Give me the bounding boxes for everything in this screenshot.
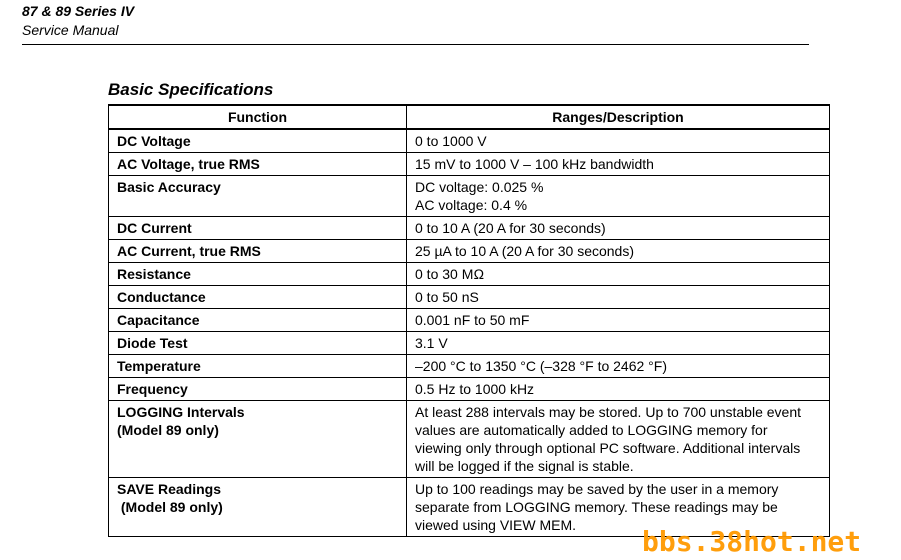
description-text: viewing only through optional PC software. Additional intervals <box>415 440 801 456</box>
description-cell <box>407 309 830 332</box>
function-text: Basic Accuracy <box>117 179 221 195</box>
function-text: DC Voltage <box>117 133 191 149</box>
description-text: separate from LOGGING memory. These readings may be <box>415 499 778 515</box>
description-text: 0.001 nF to 50 mF <box>415 312 530 328</box>
table-row <box>109 153 830 176</box>
table-row <box>109 217 830 240</box>
description-text: 0 to 1000 V <box>415 133 487 149</box>
function-cell <box>109 240 407 263</box>
description-text: 0 to 30 MΩ <box>415 266 485 282</box>
table-row <box>109 286 830 309</box>
header-divider <box>22 44 809 45</box>
description-text: will be logged if the signal is stable. <box>415 458 634 474</box>
function-text: Diode Test <box>117 335 188 351</box>
description-text: Up to 100 readings may be saved by the user in a memory <box>415 481 779 497</box>
column-header-function: Function <box>109 105 407 129</box>
description-text: At least 288 intervals may be stored. Up to 700 unstable event <box>415 404 802 420</box>
function-cell <box>109 378 407 401</box>
description-text: 0 to 50 nS <box>415 289 479 305</box>
function-text: Resistance <box>117 266 191 282</box>
function-cell <box>109 129 407 153</box>
description-text: –200 °C to 1350 °C (–328 °F to 2462 °F) <box>415 358 667 374</box>
table-body <box>109 129 830 537</box>
description-text: values are automatically added to LOGGING memory for <box>415 422 768 438</box>
function-text: AC Current, true RMS <box>117 243 261 259</box>
description-text: 0.5 Hz to 1000 kHz <box>415 381 535 397</box>
description-cell <box>407 263 830 286</box>
table-row <box>109 355 830 378</box>
table-row <box>109 309 830 332</box>
description-text: 3.1 V <box>415 335 448 351</box>
manual-title: 87 & 89 Series IV <box>22 3 135 19</box>
specifications-table <box>108 104 830 537</box>
function-text: Capacitance <box>117 312 200 328</box>
function-text: LOGGING Intervals <box>117 404 245 420</box>
watermark-text: bbs.38hot.net <box>642 525 862 558</box>
function-cell <box>109 332 407 355</box>
function-cell <box>109 263 407 286</box>
description-cell <box>407 129 830 153</box>
function-text: Frequency <box>117 381 188 397</box>
description-cell <box>407 332 830 355</box>
description-text: DC voltage: 0.025 % <box>415 179 544 195</box>
description-text: 15 mV to 1000 V – 100 kHz bandwidth <box>415 156 654 172</box>
table-row <box>109 378 830 401</box>
table-row <box>109 176 830 217</box>
description-text: viewed using VIEW MEM. <box>415 517 577 533</box>
function-cell <box>109 153 407 176</box>
table-row <box>109 129 830 153</box>
function-cell <box>109 478 407 537</box>
function-text: SAVE Readings <box>117 481 221 497</box>
description-cell <box>407 240 830 263</box>
section-title: Basic Specifications <box>108 80 274 99</box>
function-cell <box>109 176 407 217</box>
table-header-row <box>109 105 830 129</box>
function-cell <box>109 355 407 378</box>
function-text: AC Voltage, true RMS <box>117 156 260 172</box>
function-text: DC Current <box>117 220 192 236</box>
description-text: 0 to 10 A (20 A for 30 seconds) <box>415 220 606 236</box>
table-row <box>109 332 830 355</box>
description-text: AC voltage: 0.4 % <box>415 197 528 213</box>
function-cell <box>109 217 407 240</box>
function-cell <box>109 309 407 332</box>
description-cell <box>407 217 830 240</box>
table-row <box>109 263 830 286</box>
column-header-ranges: Ranges/Description <box>407 105 830 129</box>
description-cell <box>407 153 830 176</box>
table-row <box>109 401 830 478</box>
description-cell <box>407 286 830 309</box>
function-text: Temperature <box>117 358 201 374</box>
description-text: 25 µA to 10 A (20 A for 30 seconds) <box>415 243 634 259</box>
description-cell <box>407 355 830 378</box>
function-cell <box>109 401 407 478</box>
function-cell <box>109 286 407 309</box>
table-row <box>109 240 830 263</box>
function-text: (Model 89 only) <box>117 422 219 438</box>
manual-subtitle: Service Manual <box>22 22 119 38</box>
function-text: Conductance <box>117 289 206 305</box>
function-text: (Model 89 only) <box>117 499 223 515</box>
description-cell <box>407 176 830 217</box>
description-cell <box>407 401 830 478</box>
description-cell <box>407 378 830 401</box>
